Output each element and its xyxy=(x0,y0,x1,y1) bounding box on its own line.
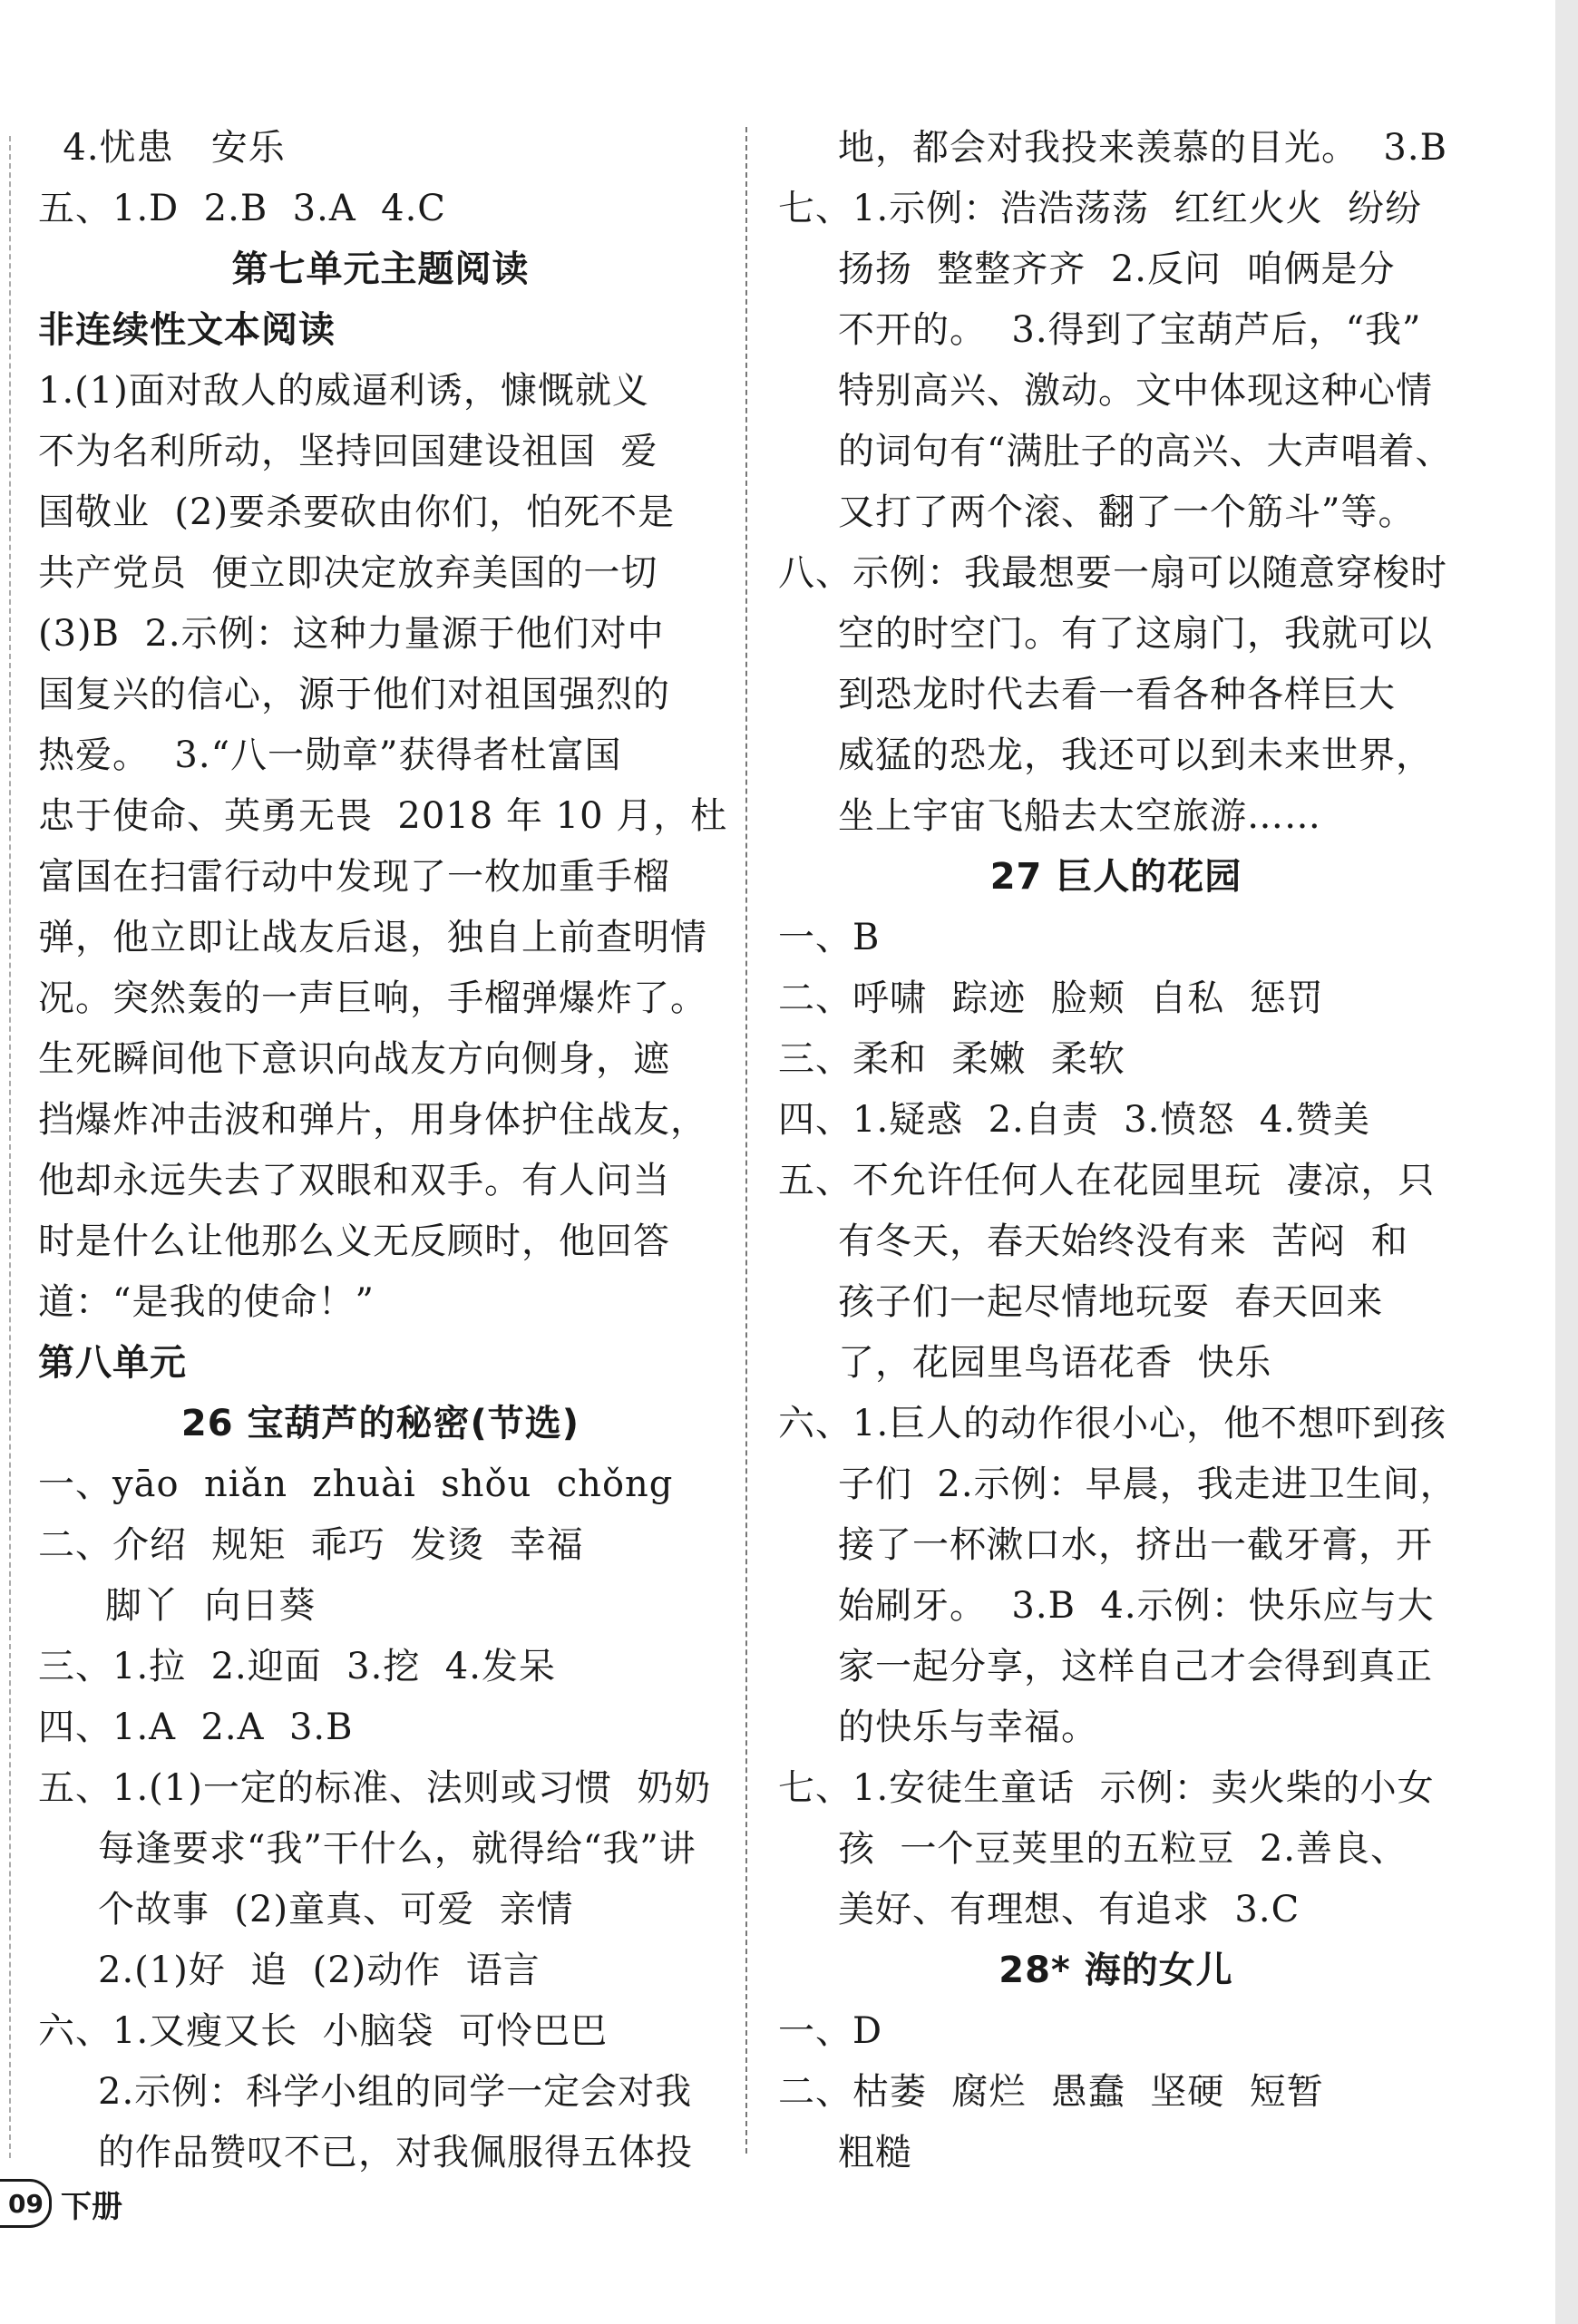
answer-line: 他却永远失去了双眼和双手。有人问当 xyxy=(38,1160,670,1201)
answer-line: 四、1.A 2.A 3.B xyxy=(38,1707,354,1748)
section-heading: 28* 海的女儿 xyxy=(998,1950,1233,1991)
answer-line: 生死瞬间他下意识向战友方向侧身，遮 xyxy=(38,1038,670,1080)
answer-line: 孩 一个豆荚里的五粒豆 2.善良、 xyxy=(838,1828,1408,1870)
subsection-heading: 非连续性文本阅读 xyxy=(38,309,336,351)
answer-line: 国复兴的信心，源于他们对祖国强烈的 xyxy=(38,674,670,715)
answer-line: 扬扬 整整齐齐 2.反问 咱俩是分 xyxy=(838,248,1396,290)
answer-line: 二、呼啸 踪迹 脸颊 自私 惩罚 xyxy=(778,977,1324,1019)
section-heading: 第七单元主题阅读 xyxy=(231,248,530,290)
page-gutter xyxy=(1555,0,1578,2324)
answer-line: 六、1.巨人的动作很小心，他不想吓到孩 xyxy=(778,1403,1447,1444)
answer-line: 特别高兴、激动。文中体现这种心情 xyxy=(838,370,1433,412)
answer-line: 孩子们一起尽情地玩耍 春天回来 xyxy=(838,1281,1384,1323)
answer-line: 地，都会对我投来羡慕的目光。 3.B xyxy=(838,127,1447,169)
right-column xyxy=(778,118,1457,2183)
page-footer xyxy=(0,2176,122,2231)
answer-line: 不为名利所动，坚持回国建设祖国 爱 xyxy=(38,431,658,472)
answer-line: 五、1.(1)一定的标准、法则或习惯 奶奶 xyxy=(38,1767,712,1809)
answer-line: 威猛的恐龙，我还可以到未来世界， xyxy=(838,734,1433,776)
answer-line: 了，花园里鸟语花香 快乐 xyxy=(838,1342,1272,1384)
column-divider xyxy=(745,127,747,2154)
binding-edge-line xyxy=(9,136,11,2158)
answer-line: 2.示例：科学小组的同学一定会对我 xyxy=(98,2071,693,2113)
answer-line: 三、柔和 柔嫩 柔软 xyxy=(778,1038,1125,1080)
answer-line: 到恐龙时代去看一看各种各样巨大 xyxy=(838,674,1396,715)
answer-line: 又打了两个滚、翻了一个筋斗”等。 xyxy=(838,491,1416,533)
subsection-heading: 第八单元 xyxy=(38,1342,187,1384)
answer-line: (3)B 2.示例：这种力量源于他们对中 xyxy=(38,613,665,655)
left-column xyxy=(38,118,728,2183)
answer-line: 三、1.拉 2.迎面 3.挖 4.发呆 xyxy=(38,1646,556,1687)
answer-line: 况。突然轰的一声巨响，手榴弹爆炸了。 xyxy=(38,977,707,1019)
answer-line: 忠于使命、英勇无畏 2018 年 10 月，杜 xyxy=(38,795,728,837)
answer-line: 挡爆炸冲击波和弹片，用身体护住战友， xyxy=(38,1099,707,1141)
answer-line: 七、1.示例：浩浩荡荡 红红火火 纷纷 xyxy=(778,188,1423,229)
answer-line: 一、B xyxy=(778,917,881,958)
answer-line: 富国在扫雷行动中发现了一枚加重手榴 xyxy=(38,856,670,898)
answer-line: 的作品赞叹不已，对我佩服得五体投 xyxy=(98,2132,693,2173)
answer-line: 2.(1)好 追 (2)动作 语言 xyxy=(98,1950,541,1991)
answer-line: 每逢要求“我”干什么，就得给“我”讲 xyxy=(98,1828,696,1870)
answer-line: 1.(1)面对敌人的威逼利诱，慷慨就义 xyxy=(38,370,649,412)
answer-line: 空的时空门。有了这扇门，我就可以 xyxy=(838,613,1433,655)
answer-line: 七、1.安徒生童话 示例：卖火柴的小女 xyxy=(778,1767,1435,1809)
answer-line: 热爱。 3.“八一勋章”获得者杜富国 xyxy=(38,734,622,776)
answer-line: 一、yāo niǎn zhuài shǒu chǒng xyxy=(38,1463,674,1505)
answer-line: 的词句有“满肚子的高兴、大声唱着、 xyxy=(838,431,1453,472)
answer-line: 家一起分享，这样自己才会得到真正 xyxy=(838,1646,1433,1687)
answer-line: 国敬业 (2)要杀要砍由你们，怕死不是 xyxy=(38,491,676,533)
answer-line: 美好、有理想、有追求 3.C xyxy=(838,1889,1300,1930)
answer-line: 共产党员 便立即决定放弃美国的一切 xyxy=(38,552,658,594)
page-number: 09 xyxy=(0,2179,52,2228)
volume-label: 下册 xyxy=(61,2188,122,2225)
section-heading: 27 巨人的花园 xyxy=(989,856,1242,898)
answer-line: 子们 2.示例：早晨，我走进卫生间， xyxy=(838,1463,1457,1505)
answer-line: 坐上宇宙飞船去太空旅游…… xyxy=(838,795,1321,837)
answer-line: 4.忧患 安乐 xyxy=(38,127,286,169)
answer-line: 五、不允许任何人在花园里玩 凄凉，只 xyxy=(778,1160,1436,1201)
answer-line: 道：“是我的使命！” xyxy=(38,1281,375,1323)
section-heading: 26 宝葫芦的秘密(节选) xyxy=(180,1403,580,1444)
answer-line: 时是什么让他那么义无反顾时，他回答 xyxy=(38,1220,670,1262)
answer-line: 六、1.又瘦又长 小脑袋 可怜巴巴 xyxy=(38,2010,609,2052)
answer-line: 二、介绍 规矩 乖巧 发烫 幸福 xyxy=(38,1524,584,1566)
answer-line: 四、1.疑惑 2.自责 3.愤怒 4.赞美 xyxy=(778,1099,1370,1141)
answer-line: 不开的。 3.得到了宝葫芦后，“我” xyxy=(838,309,1422,351)
answer-line: 一、D xyxy=(778,2010,883,2052)
answer-line: 五、1.D 2.B 3.A 4.C xyxy=(38,188,446,229)
answer-line: 个故事 (2)童真、可爱 亲情 xyxy=(98,1889,574,1930)
answer-line: 弹，他立即让战友后退，独自上前查明情 xyxy=(38,917,707,958)
answer-line: 二、枯萎 腐烂 愚蠢 坚硬 短暂 xyxy=(778,2071,1324,2113)
answer-line: 的快乐与幸福。 xyxy=(838,1707,1098,1748)
answer-line: 有冬天，春天始终没有来 苦闷 和 xyxy=(838,1220,1408,1262)
answer-line: 脚丫 向日葵 xyxy=(105,1585,317,1627)
answer-line: 接了一杯漱口水，挤出一截牙膏，开 xyxy=(838,1524,1433,1566)
answer-line: 粗糙 xyxy=(838,2132,912,2173)
answer-line: 八、示例：我最想要一扇可以随意穿梭时 xyxy=(778,552,1447,594)
answer-line: 始刷牙。 3.B 4.示例：快乐应与大 xyxy=(838,1585,1435,1627)
